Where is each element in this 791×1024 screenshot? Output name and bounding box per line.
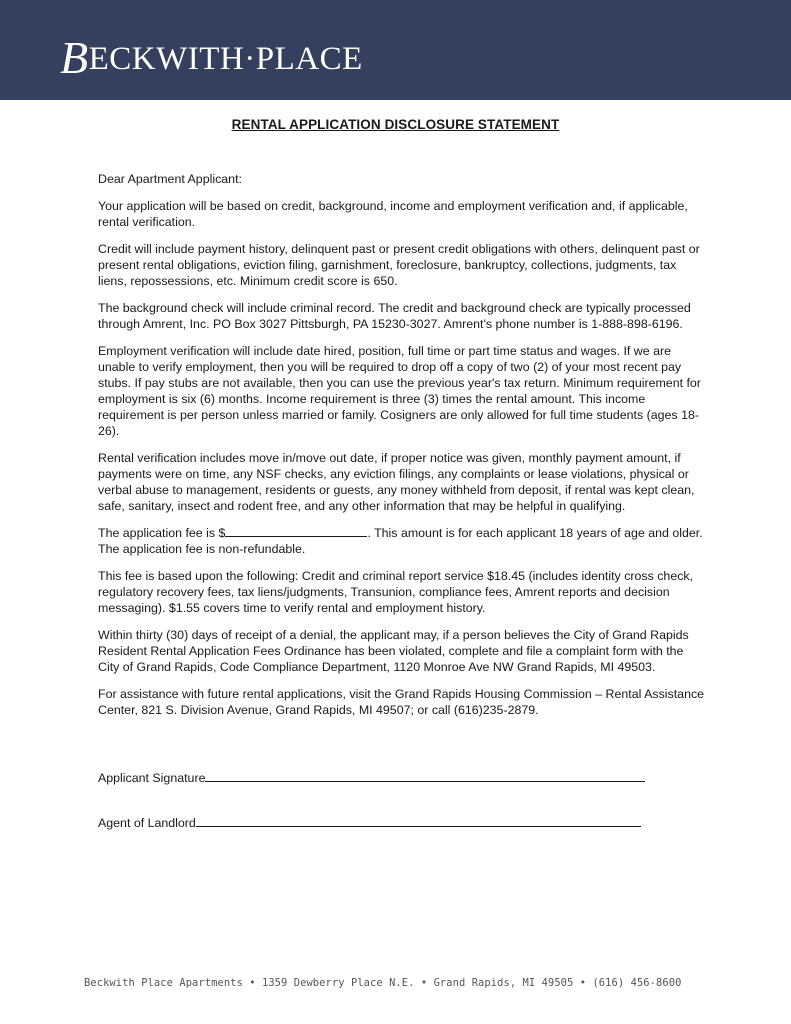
agent-signature-field[interactable]: [196, 815, 641, 827]
agent-signature-line: [98, 815, 641, 830]
applicant-signature-field[interactable]: [205, 770, 645, 782]
paragraph-fee-basis: This fee is based upon the following: Credit and criminal report service $18.45 (includes identity cross check, regulatory recovery fees, tax liens/judgments, Transunion, compliance fees, Amrent reports and decision messaging). $1.55 covers time to verify rental and employment history.: [98, 569, 694, 615]
salutation: Dear Apartment Applicant:: [98, 172, 242, 186]
fee-prefix: The application fee is $: [98, 526, 226, 540]
fee-suffix: . This amount is for each applicant 18 years of age and older. The application fee is non-refundable.: [98, 526, 703, 556]
paragraph-employment: Employment verification will include date hired, position, full time or part time status and wages. If we are unable to verify employment, then you will be required to drop off a copy of two (2) of your most recent pay stubs. If pay stubs are not available, then you can use the previous year's tax return. Minimum requirement for employment is six (6) months. Income requirement is three (3) times the rental amount. This income requirement is per person unless married or family. Cosigners are only allowed for full time students (ages 18-26).: [98, 344, 701, 438]
paragraph-basis: Your application will be based on credit, background, income and employment verification and, if applicable, rental verification.: [98, 199, 688, 229]
agent-signature-label: Agent of Landlord: [98, 816, 196, 830]
paragraph-rental: Rental verification includes move in/move out date, if proper notice was given, monthly payment amount, if payments were on time, any NSF checks, any eviction filings, any complaints or lease violations, physical or verbal abuse to management, residents or guests, any money withheld from deposit, if rental was kept clean, safe, sanitary, insect and rodent free, and any other information that may be helpful in qualifying.: [98, 451, 695, 513]
beckwith-place-logo: [60, 32, 363, 83]
letterhead-banner: [0, 0, 791, 100]
paragraph-denial: Within thirty (30) days of receipt of a denial, the applicant may, if a person believes the City of Grand Rapids Resident Rental Application Fees Ordinance has been violated, complete and file a complaint form with the City of Grand Rapids, Code Compliance Department, 1120 Monroe Ave NW Grand Rapids, MI 49503.: [98, 628, 689, 674]
document-body: [98, 171, 708, 729]
paragraph-background: The background check will include criminal record. The credit and background check are typically processed through Amrent, Inc. PO Box 3027 Pittsburgh, PA 15230-3027. Amrent's phone number is 1-888-898-6196.: [98, 301, 691, 331]
applicant-signature-line: [98, 770, 645, 785]
logo-initial: B: [60, 32, 89, 83]
applicant-signature-label: Applicant Signature: [98, 771, 206, 785]
document-title: RENTAL APPLICATION DISCLOSURE STATEMENT: [231, 117, 560, 132]
logo-text: ECKWITH·PLACE: [88, 41, 363, 77]
paragraph-assistance: For assistance with future rental applications, visit the Grand Rapids Housing Commission – Rental Assistance Center, 821 S. Division Avenue, Grand Rapids, MI 49507; or call (616)235-2879.: [98, 687, 705, 717]
paragraph-fee: [98, 525, 708, 557]
paragraph-credit: Credit will include payment history, delinquent past or present credit obligations with others, delinquent past or present rental obligations, eviction filing, garnishment, foreclosure, bankruptcy, collections, judgments, tax liens, repossessions, etc. Minimum credit score is 650.: [98, 242, 700, 288]
footer-address: Beckwith Place Apartments • 1359 Dewberry Place N.E. • Grand Rapids, MI 49505 • (616) 456-8600: [84, 977, 682, 989]
fee-amount-blank[interactable]: [225, 525, 367, 537]
